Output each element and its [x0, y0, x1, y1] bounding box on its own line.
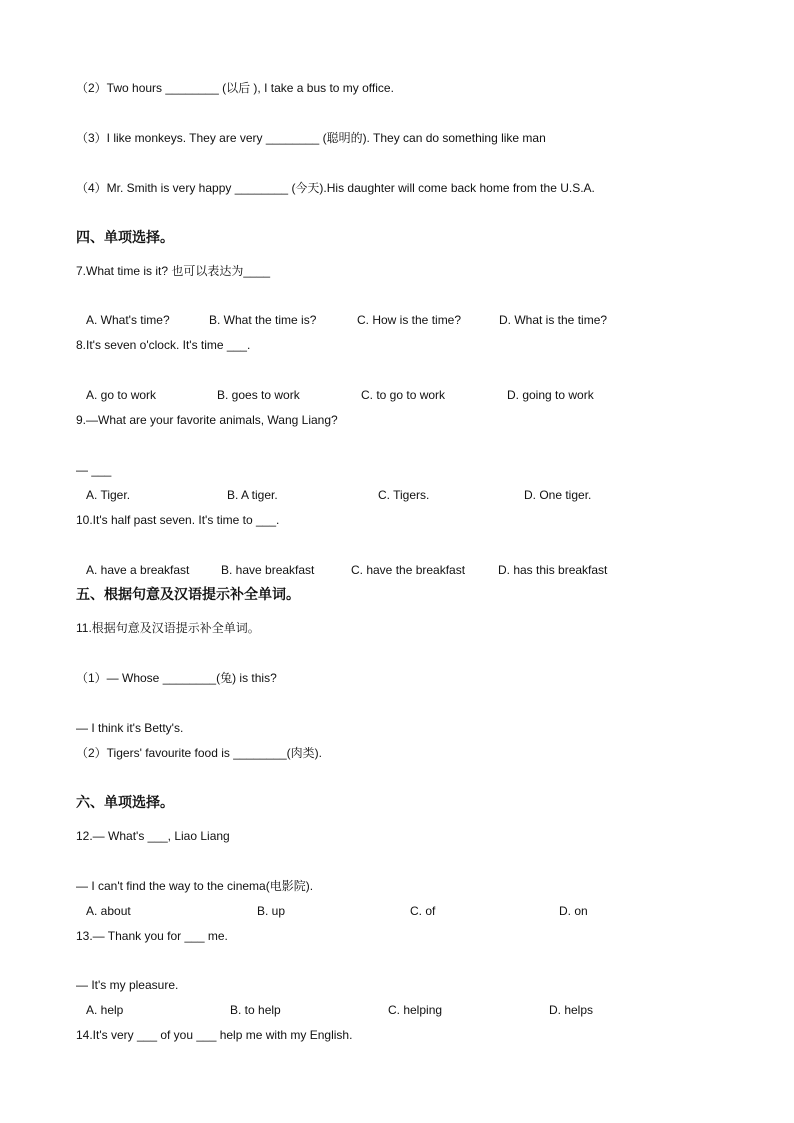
q13-option-b: B. to help [230, 1003, 281, 1017]
q12-option-b: B. up [257, 904, 286, 918]
q7-option-b: B. What the time is? [209, 313, 317, 327]
fill-in-line-3: （3）I like monkeys. They are very ________ (聪明的). They can do something like man [76, 131, 546, 145]
q10-option-c: C. have the breakfast [351, 563, 466, 577]
q12-option-c: C. of [410, 904, 436, 918]
q12-option-a: A. about [86, 904, 131, 918]
question-12-answer: — I can't find the way to the cinema(电影院). [76, 879, 314, 893]
question-13-answer: — It's my pleasure. [76, 978, 179, 992]
q9-option-d: D. One tiger. [524, 488, 592, 502]
question-14-stem: 14.It's very ___ of you ___ help me with my English. [76, 1028, 353, 1042]
q8-option-d: D. going to work [507, 388, 594, 402]
question-11-sub-1-answer: — I think it's Betty's. [76, 721, 184, 735]
question-7-stem: 7.What time is it? 也可以表达为____ [76, 264, 271, 278]
question-12-stem: 12.— What's ___, Liao Liang [76, 829, 230, 843]
fill-in-line-4: （4）Mr. Smith is very happy ________ (今天).His daughter will come back home from the U.S.A. [76, 181, 595, 195]
question-9-stem: 9.—What are your favorite animals, Wang Liang? [76, 413, 338, 427]
q13-option-a: A. help [86, 1003, 124, 1017]
question-9-answer: — ___ [76, 463, 112, 477]
q7-option-c: C. How is the time? [357, 313, 462, 327]
q8-option-a: A. go to work [86, 388, 157, 402]
q13-option-d: D. helps [549, 1003, 594, 1017]
q12-option-d: D. on [559, 904, 588, 918]
section-heading-6: 六、单项选择。 [76, 794, 174, 810]
q10-option-b: B. have breakfast [221, 563, 315, 577]
q8-option-c: C. to go to work [361, 388, 446, 402]
question-8-stem: 8.It's seven o'clock. It's time ___. [76, 338, 251, 352]
question-11-sub-1: （1）— Whose ________(兔) is this? [76, 671, 277, 685]
fill-in-line-2: （2）Two hours ________ (以后 ), I take a bus to my office. [76, 81, 394, 95]
q7-option-d: D. What is the time? [499, 313, 608, 327]
q7-option-a: A. What's time? [86, 313, 170, 327]
question-11-sub-2: （2）Tigers' favourite food is ________(肉类). [76, 746, 322, 760]
q9-option-c: C. Tigers. [378, 488, 430, 502]
q8-option-b: B. goes to work [217, 388, 300, 402]
q10-option-d: D. has this breakfast [498, 563, 608, 577]
section-heading-5: 五、根据句意及汉语提示补全单词。 [76, 586, 300, 602]
q9-option-b: B. A tiger. [227, 488, 278, 502]
q9-option-a: A. Tiger. [86, 488, 131, 502]
question-10-stem: 10.It's half past seven. It's time to ___. [76, 513, 280, 527]
question-13-stem: 13.— Thank you for ___ me. [76, 929, 228, 943]
q10-option-a: A. have a breakfast [86, 563, 190, 577]
question-11-stem: 11.根据句意及汉语提示补全单词。 [76, 621, 260, 635]
section-heading-4: 四、单项选择。 [76, 229, 174, 245]
q13-option-c: C. helping [388, 1003, 443, 1017]
